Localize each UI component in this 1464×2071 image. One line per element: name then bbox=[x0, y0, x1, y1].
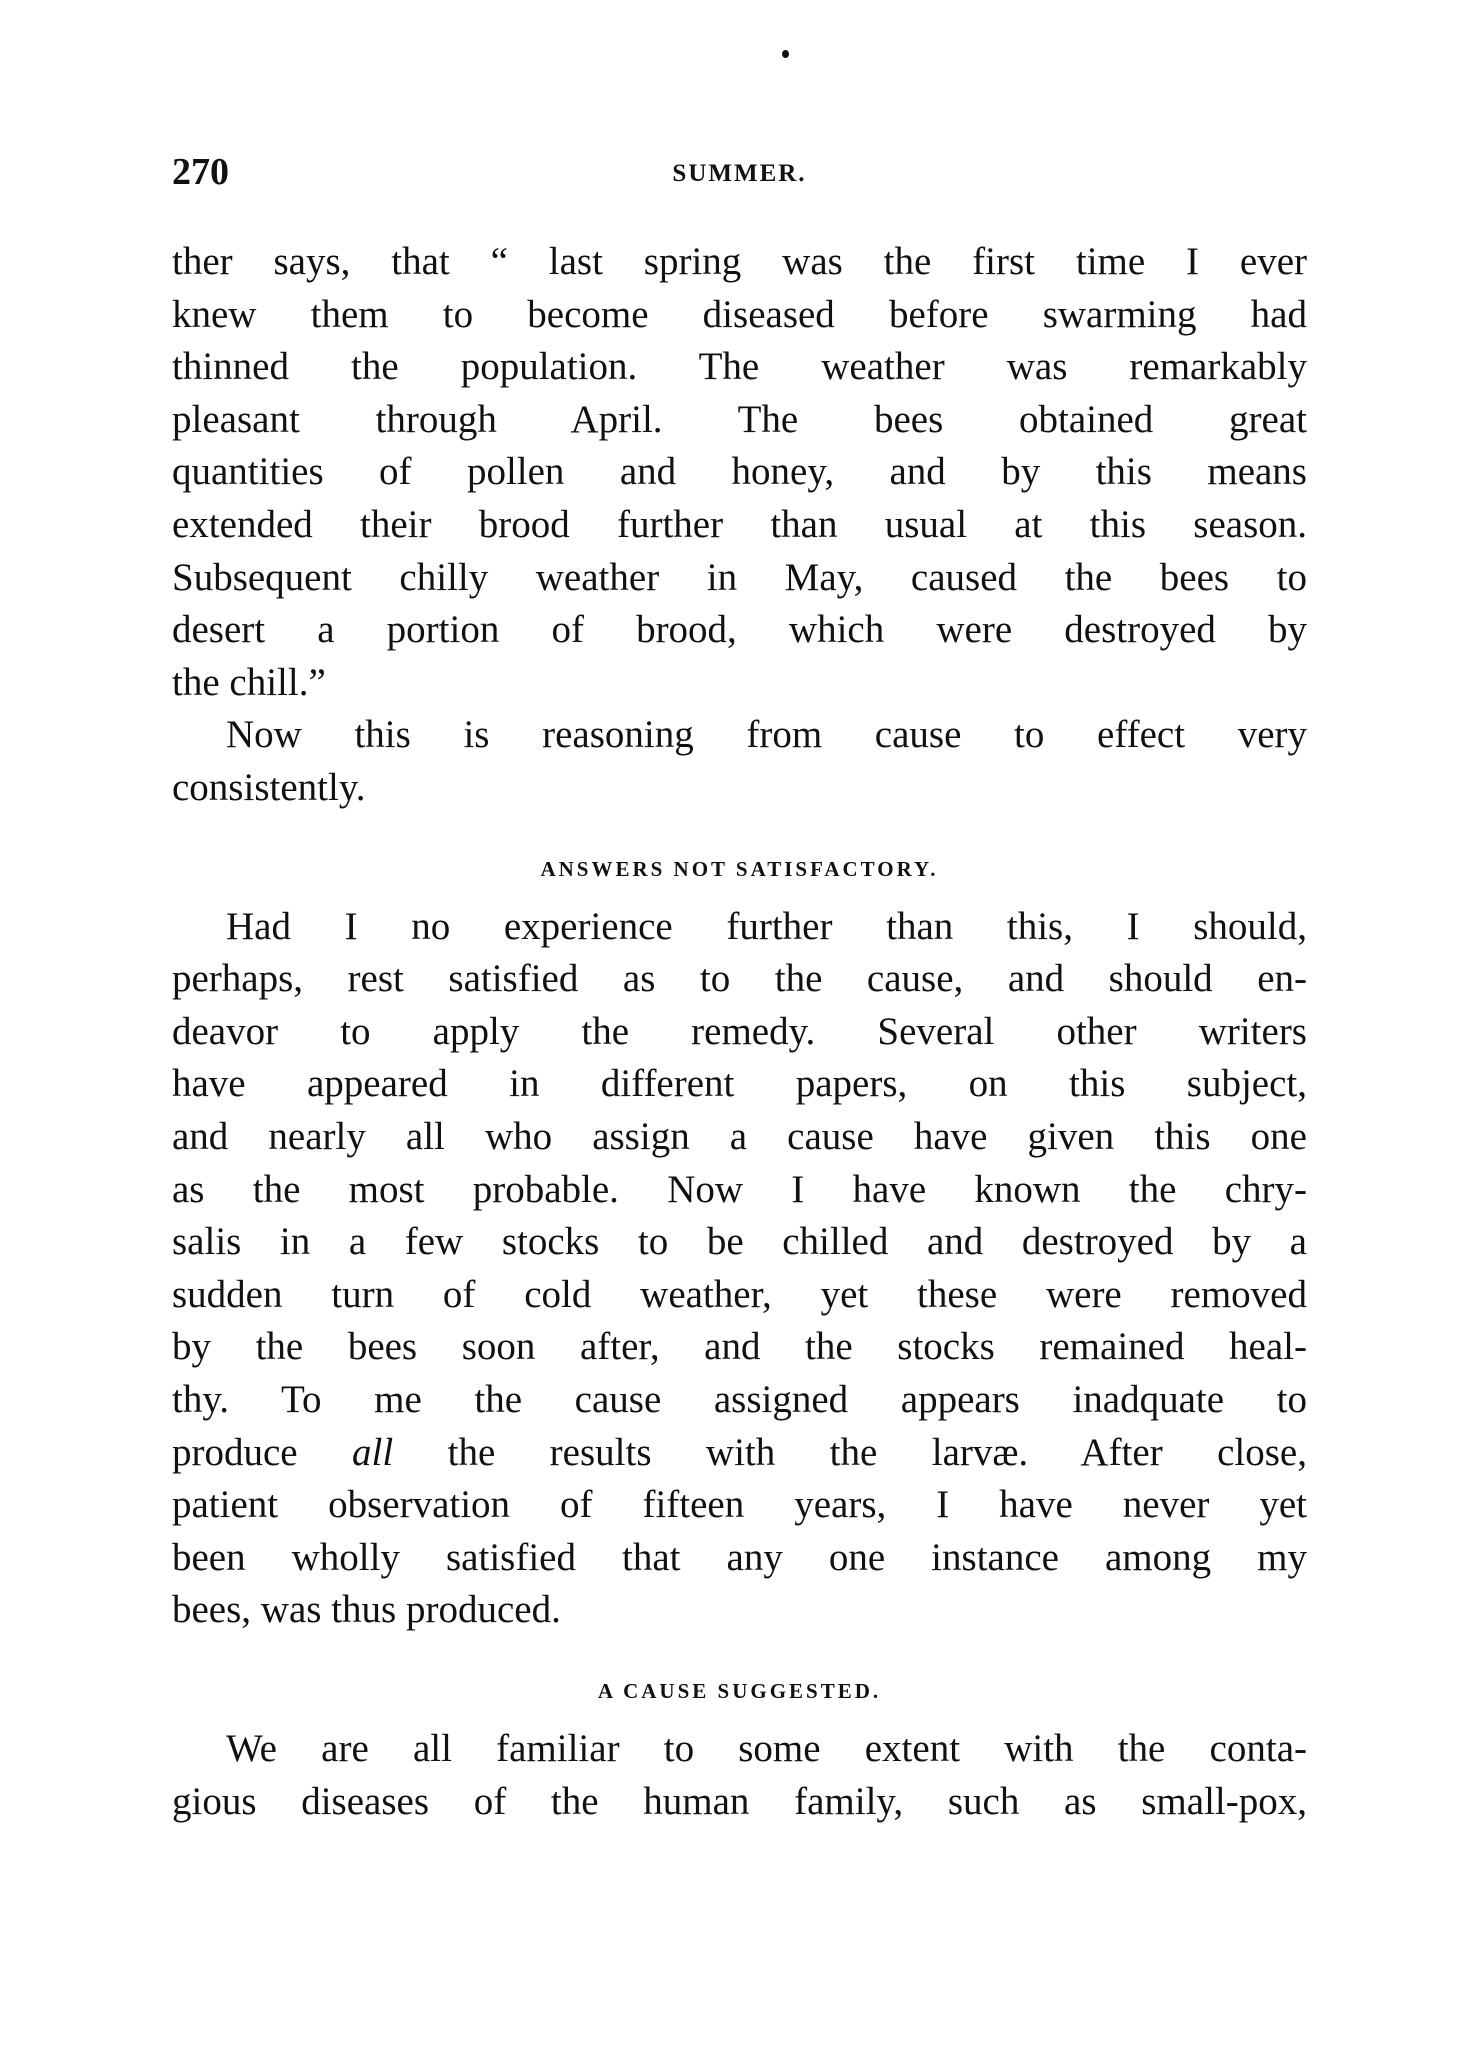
text-line: Had I no experience further than this, I should, bbox=[226, 904, 1307, 948]
text-line: thy. To me the cause assigned appears inadquate to bbox=[172, 1378, 1307, 1421]
text-line: the chill.” bbox=[172, 660, 326, 704]
page-header bbox=[172, 150, 1307, 200]
text-line: bees, was thus produced. bbox=[172, 1588, 561, 1632]
text-line: knew them to become diseased before swarming had bbox=[172, 292, 1307, 336]
text-line: produce all the results with the larvæ. After close, bbox=[172, 1430, 1307, 1474]
section-heading: A CAUSE SUGGESTED. bbox=[597, 1679, 882, 1703]
running-title: SUMMER. bbox=[672, 160, 807, 187]
text-line: Subsequent chilly weather in May, caused the bees to bbox=[172, 555, 1307, 599]
text-line: ther says, that “ last spring was the first time I ever bbox=[172, 240, 1307, 283]
text-line: sudden turn of cold weather, yet these were removed bbox=[172, 1272, 1307, 1316]
text-line: quantities of pollen and honey, and by this means bbox=[172, 450, 1307, 494]
text-line: We are all familiar to some extent with the conta- bbox=[226, 1727, 1307, 1770]
text-line: pleasant through April. The bees obtained great bbox=[172, 397, 1307, 441]
print-speck bbox=[782, 50, 789, 58]
text-line: have appeared in different papers, on this subject, bbox=[172, 1062, 1307, 1106]
text-line: extended their brood further than usual at this season. bbox=[172, 503, 1307, 546]
text-line: perhaps, rest satisfied as to the cause, and should en- bbox=[172, 957, 1307, 1001]
text-line: and nearly all who assign a cause have given this one bbox=[172, 1115, 1307, 1158]
text-line: salis in a few stocks to be chilled and destroyed by a bbox=[172, 1220, 1307, 1264]
text-line: thinned the population. The weather was remarkably bbox=[172, 345, 1307, 389]
text-line: been wholly satisfied that any one instance among my bbox=[172, 1535, 1307, 1579]
text-line: by the bees soon after, and the stocks remained heal- bbox=[172, 1325, 1307, 1369]
text-line: deavor to apply the remedy. Several other writers bbox=[172, 1009, 1307, 1053]
text-line: patient observation of fifteen years, I have never yet bbox=[172, 1483, 1307, 1527]
text-line: as the most probable. Now I have known the chry- bbox=[172, 1167, 1307, 1211]
page-number: 270 bbox=[172, 151, 229, 193]
section-heading: ANSWERS NOT SATISFACTORY. bbox=[540, 856, 939, 881]
italic-emphasis: all bbox=[352, 1430, 394, 1474]
text-line: desert a portion of brood, which were destroyed by bbox=[172, 608, 1307, 652]
text-line: Now this is reasoning from cause to effect very bbox=[226, 713, 1307, 757]
text-line: gious diseases of the human family, such as small-pox, bbox=[172, 1779, 1307, 1823]
text-line: consistently. bbox=[172, 766, 366, 809]
